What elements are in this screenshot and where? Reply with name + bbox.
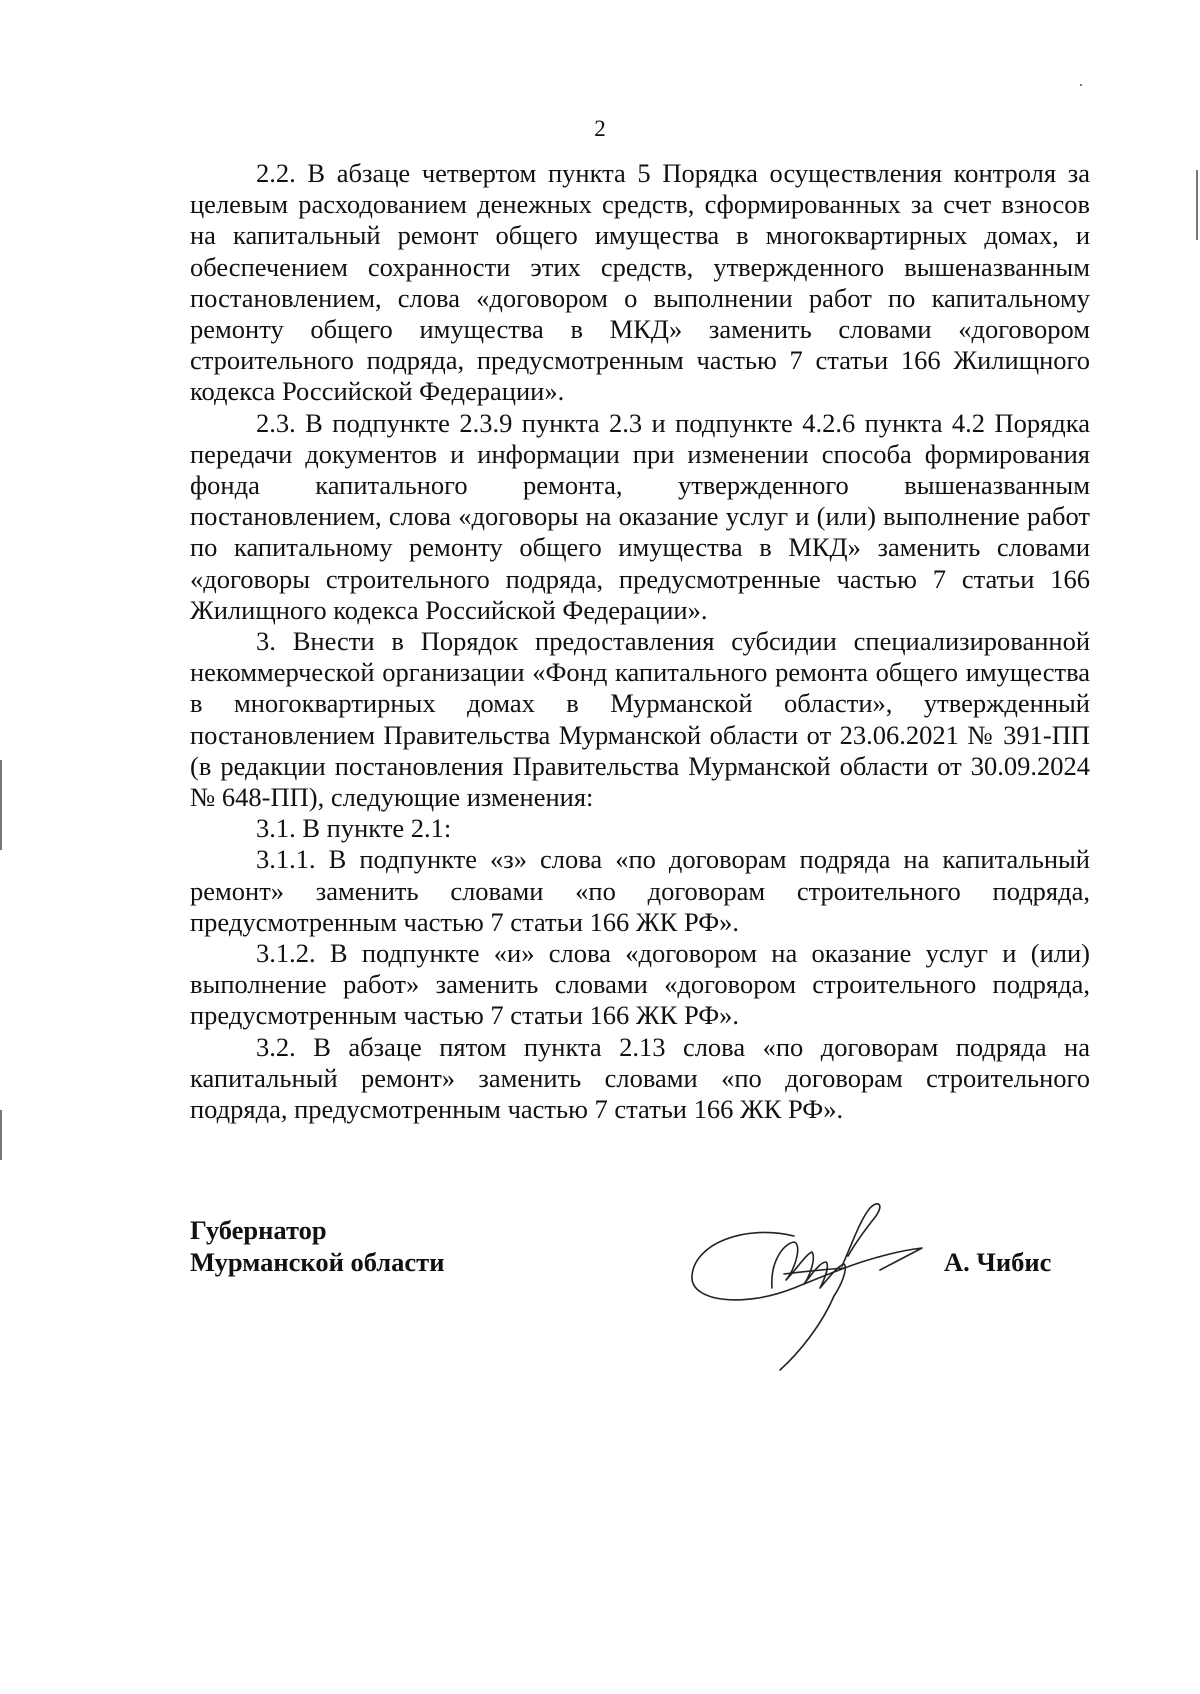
scan-edge-mark	[1196, 170, 1198, 240]
paragraph-3-1: 3.1. В пункте 2.1:	[256, 813, 452, 844]
signer-name: А. Чибис	[944, 1247, 1052, 1277]
page-number: 2	[594, 116, 606, 141]
signature-block	[190, 1214, 1090, 1374]
paragraph-2-3: 2.3. В подпункте 2.3.9 пункта 2.3 и подпункте 4.2.6 пункта 4.2 Порядка передачи документов и информации при изменении способа формирования фонда капитального ремонта, утвержденного вышеназванным постановлением, слова «договоры на оказание услуг и (или) выполнение работ по капитальному ремонту общего имущества в МКД» заменить словами «договоры строительного подряда, предусмотренные частью 7 статьи 166 Жилищного кодекса Российской Федерации».	[190, 407, 1090, 625]
handwritten-signature	[684, 1184, 944, 1374]
paragraph-3-1-1: 3.1.1. В подпункте «з» слова «по договорам подряда на капитальный ремонт» заменить словами «по договорам строительного подряда, предусмотренным частью 7 статьи 166 ЖК РФ».	[190, 844, 1090, 937]
scan-edge-mark	[0, 760, 2, 850]
signer-title-line-1: Губернатор	[190, 1215, 327, 1245]
document-body	[190, 158, 1090, 1125]
paragraph-2-2: 2.2. В абзаце четвертом пункта 5 Порядка осуществления контроля за целевым расходованием денежных средств, сформированных за счет взносов на капитальный ремонт общего имущества в многоквартирных домах, и обеспечением сохранности этих средств, утвержденного вышеназванным постановлением, слова «договором о выполнении работ по капитальному ремонту общего имущества в МКД» заменить словами «договором строительного подряда, предусмотренным частью 7 статьи 166 Жилищного кодекса Российской Федерации».	[190, 158, 1090, 407]
paragraph-3-1-2: 3.1.2. В подпункте «и» слова «договором на оказание услуг и (или) выполнение работ» заменить словами «договором строительного подряда, предусмотренным частью 7 статьи 166 ЖК РФ».	[190, 938, 1090, 1031]
signer-title	[190, 1214, 444, 1278]
scan-dot	[1080, 84, 1082, 86]
signer-title-line-2: Мурманской области	[190, 1247, 445, 1277]
paragraph-3-2: 3.2. В абзаце пятом пункта 2.13 слова «по договорам подряда на капитальный ремонт» заменить словами «по договорам строительного подряда, предусмотренным частью 7 статьи 166 ЖК РФ».	[190, 1031, 1090, 1125]
scan-edge-mark	[0, 1110, 2, 1160]
paragraph-3: 3. Внести в Порядок предоставления субсидии специализированной некоммерческой организации «Фонд капитального ремонта общего имущества в многоквартирных домах в Мурманской области», утвержденный постановлением Правительства Мурманской области от 23.06.2021 № 391-ПП (в редакции постановления Правительства Мурманской области от 30.09.2024 № 648-ПП), следующие изменения:	[190, 626, 1090, 813]
